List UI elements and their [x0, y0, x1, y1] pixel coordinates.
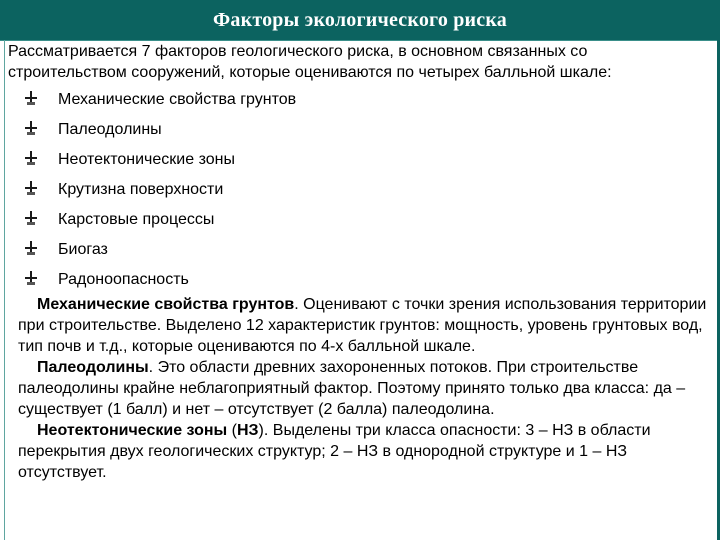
- factor-list: [8, 90, 708, 300]
- list-item: [8, 90, 708, 120]
- body-paleovalleys: . Это области древних захороненных потоков. При строительстве палеодолины крайне неблагоприятный фактор. Поэтому принято только два класса: да – существует (1 балл) и нет – отсутствует (2 балла) палеодолина.: [18, 359, 686, 418]
- arrow-bullet-icon: [25, 151, 37, 167]
- slide-title: Факторы экологического риска: [213, 8, 507, 31]
- list-item: [8, 210, 708, 240]
- arrow-bullet-icon: [25, 121, 37, 137]
- list-item: [8, 270, 708, 300]
- left-divider: [4, 40, 5, 540]
- paragraph-neotectonic: Неотектонические зоны (НЗ). Выделены три класса опасности: 3 – НЗ в области перекрытия двух геологических структур; 2 – НЗ в однородной структуре и 1 – НЗ отсутствует.: [18, 422, 651, 481]
- list-item-label: Механические свойства грунтов: [58, 91, 297, 108]
- abbr-neotectonic: НЗ: [236, 422, 259, 439]
- list-item: [8, 120, 708, 150]
- list-item-label: Карстовые процессы: [58, 211, 215, 228]
- term-neotectonic: Неотектонические зоны: [37, 422, 228, 439]
- list-item-label: Неотектонические зоны: [58, 151, 235, 168]
- list-item-label: Крутизна поверхности: [58, 181, 224, 198]
- list-item: [8, 150, 708, 180]
- paragraph-paleovalleys: [8, 357, 708, 420]
- intro-text: Рассматривается 7 факторов геологического риска, в основном связанных со строительством сооружений, которые оцениваются по четырех балльной шкале:: [8, 43, 612, 81]
- list-item-label: Палеодолины: [58, 121, 162, 138]
- body-soil: . Оценивают с точки зрения использования территории при строительстве. Выделено 12 характеристик грунтов: мощность, уровень грунтовых вод, тип почв и т.д., которые оцениваются по 4-х балльной шкале.: [18, 296, 707, 355]
- list-item: [8, 240, 708, 270]
- arrow-bullet-icon: [25, 181, 37, 197]
- arrow-bullet-icon: [25, 211, 37, 227]
- paragraph-soil: [8, 294, 708, 357]
- list-item-label: Радоноопасность: [58, 271, 189, 288]
- list-item: [8, 180, 708, 210]
- title-bar: [0, 0, 720, 41]
- arrow-bullet-icon: [25, 271, 37, 287]
- body-neotectonic: ). Выделены три класса опасности: 3 – НЗ в области перекрытия двух геологических структур; 2 – НЗ в однородной структуре и 1 – НЗ отсутствует.: [18, 422, 651, 481]
- term-soil: Механические свойства грунтов: [37, 296, 295, 313]
- arrow-bullet-icon: [25, 241, 37, 257]
- slide-body: [8, 40, 708, 483]
- term-paleovalleys: Палеодолины: [37, 359, 149, 376]
- list-item-label: Биогаз: [58, 241, 108, 258]
- arrow-bullet-icon: [25, 91, 37, 107]
